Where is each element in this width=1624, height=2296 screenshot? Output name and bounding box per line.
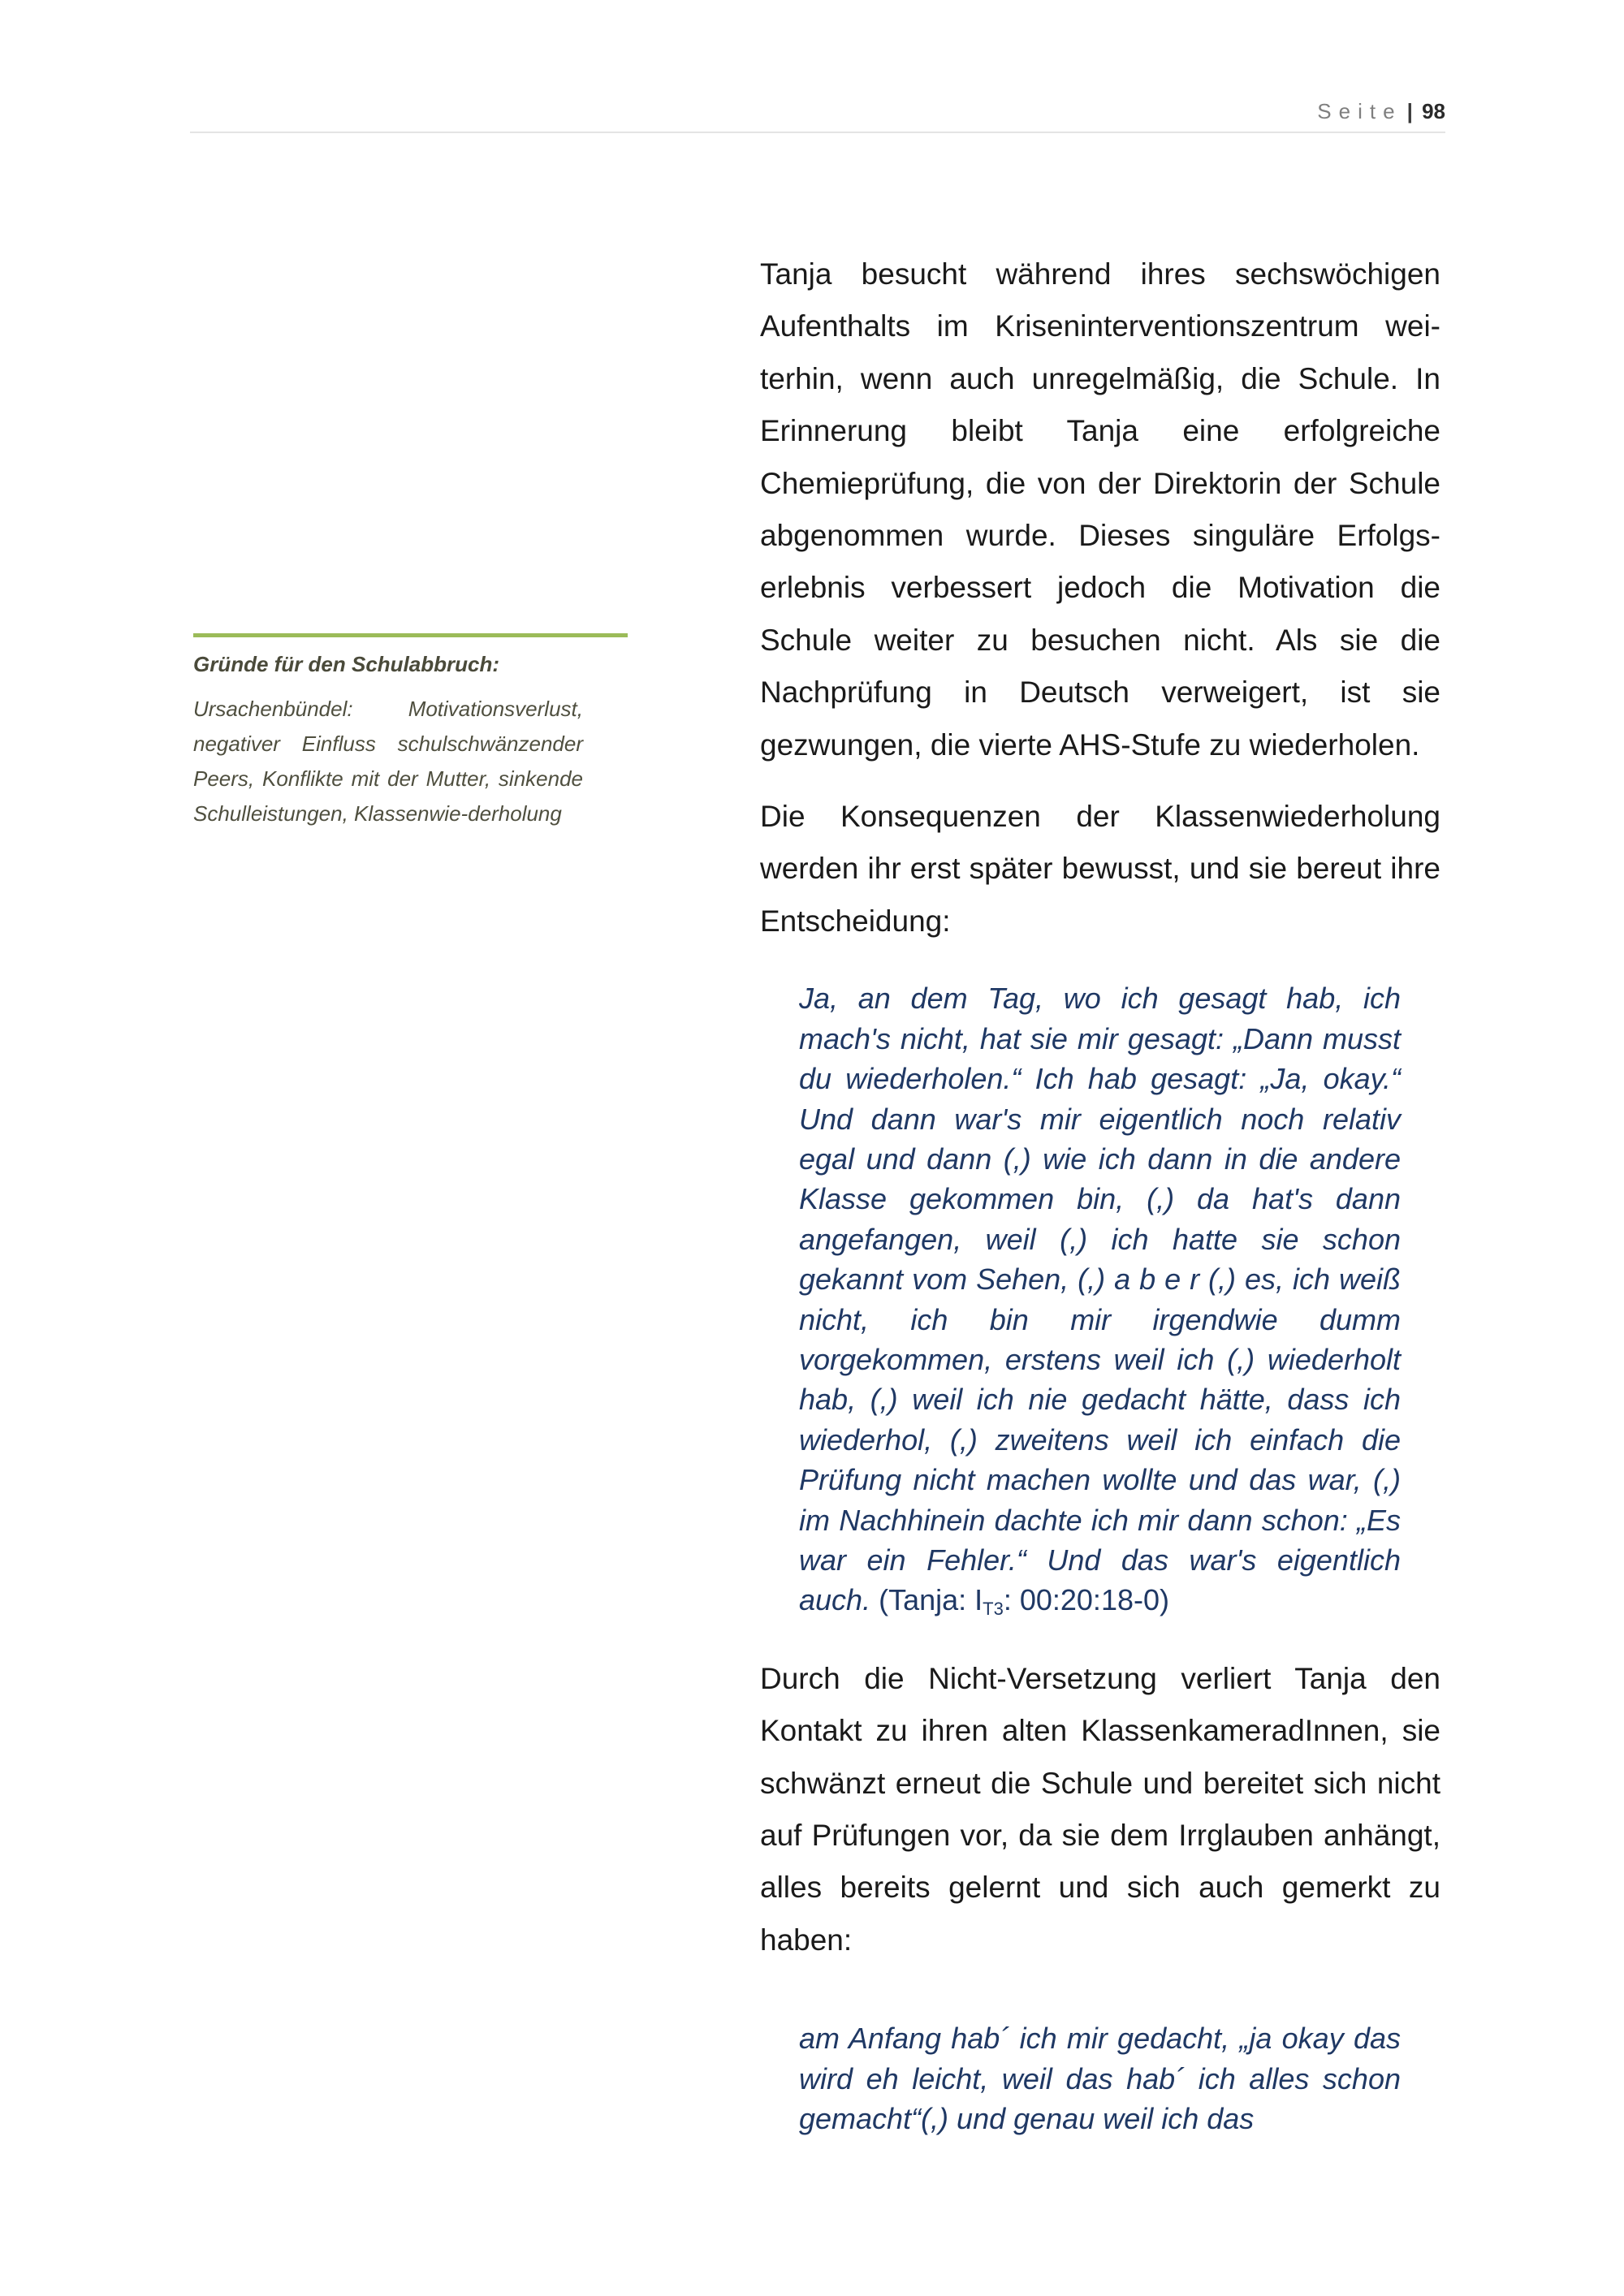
margin-note-text: Ursachenbündel: Motivationsverlust, negativer Einfluss schulschwänzender Peers, Konflikte mit der Mutter, sinkende Schulleistungen, Klassenwie-derholung [193, 697, 583, 826]
paragraph: Durch die Nicht-Versetzung verliert Tanja den Kontakt zu ihren alten KlassenkameradInnen, sie schwänzt erneut die Schule und bereitet sich nicht auf Prüfungen vor, da sie dem Irrglauben anhängt, alles bereits gelernt und sich auch gemerkt zu haben: [760, 1661, 1440, 1957]
page-label: Seite [1317, 99, 1402, 123]
paragraph: Tanja besucht während ihres sechswöchigen Aufenthalts im Kriseninterventionszentrum wei-terhin, wenn auch unregelmäßig, die Schule. In Erinnerung bleibt Tanja eine erfolgreiche Chemieprüfung, die von der Direktorin der Schule abgenommen wurde. Dieses singuläre Erfolgs-erlebnis verbessert jedoch die Motivation die Schule weiter zu besuchen nicht. Als sie die Nachprüfung in Deutsch verweigert, ist sie gezwungen, die vierte AHS-Stufe zu wiederholen. [760, 257, 1440, 762]
citation-prefix: (Tanja: I [879, 1583, 983, 1617]
main-text [760, 248, 1440, 2138]
page-number-value: 98 [1422, 99, 1445, 123]
citation-suffix: : 00:20:18-0) [1003, 1583, 1169, 1617]
margin-note [193, 633, 628, 831]
margin-note-heading: Gründe für den Schulabbruch: [193, 652, 500, 676]
quote-text: Ja, an dem Tag, wo ich gesagt hab, ich mach's nicht, hat sie mir gesagt: „Dann musst du wiederholen.“ Ich hab gesagt: „Ja, okay.“ Und dann war's mir eigentlich noch relativ egal und dann (,) wie ich dann in die andere Klasse gekommen bin, (,) da hat's dann angefangen, weil (,) ich hatte sie schon gekannt vom Sehen, (,) a b e r (,) es, ich weiß nicht, ich bin mir irgendwie dumm vorgekommen, erstens weil ich (,) wiederholt hab, (,) weil ich nie gedacht hätte, dass ich wiederhol, (,) zweitens weil ich einfach die Prüfung nicht machen wollte und das war, (,) im Nachhinein dachte ich mir dann schon: „Es war ein Fehler.“ Und das war's eigentlich auch. [799, 982, 1401, 1617]
page-separator: | [1406, 99, 1413, 123]
interview-quote [760, 2018, 1401, 2138]
page-number [1317, 99, 1445, 124]
interview-quote [760, 978, 1401, 1621]
paragraph: Die Konsequenzen der Klassenwiederholung werden ihr erst später bewusst, und sie bereut ihre Entscheidung: [760, 800, 1440, 938]
quote-citation [879, 1583, 1169, 1620]
quote-text: am Anfang hab´ ich mir gedacht, „ja okay das wird eh leicht, weil das hab´ ich alles schon gemacht“(,) und genau weil ich das [799, 2022, 1401, 2136]
citation-subscript: T3 [983, 1599, 1004, 1620]
page-header [190, 96, 1445, 133]
